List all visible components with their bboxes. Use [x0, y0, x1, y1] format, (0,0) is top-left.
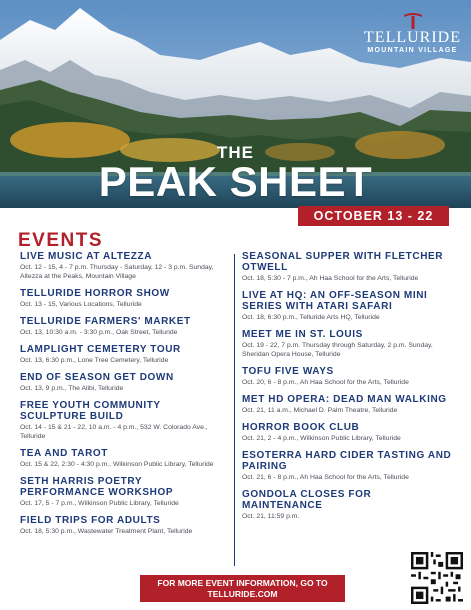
event-title: LIVE MUSIC AT ALTEZZA	[20, 251, 153, 262]
date-range-badge: OCTOBER 13 - 22	[298, 206, 449, 226]
column-divider	[234, 254, 235, 566]
event-item	[20, 372, 230, 393]
event-title: FIELD TRIPS FOR ADULTS	[20, 515, 161, 526]
event-item	[242, 290, 454, 322]
event-details: Oct. 20, 6 - 8 p.m., Ah Haa School for the Arts, Telluride	[242, 379, 409, 386]
brand-name: TELLURIDE	[364, 29, 461, 46]
event-details: Oct. 13, 6:30 p.m., Lone Tree Cemetery, Telluride	[20, 357, 169, 364]
event-item	[242, 366, 454, 387]
event-details: Oct. 18, 6:30 p.m., Telluride Arts HQ, Telluride	[242, 314, 380, 321]
event-details: Oct. 14 - 15 & 21 - 22, 10 a.m. - 4 p.m., 532 W. Colorado Ave., Telluride	[20, 424, 208, 440]
event-details: Oct. 21, 11:59 p.m.	[242, 513, 300, 520]
event-item	[242, 394, 454, 415]
footer-info-link[interactable]	[140, 575, 345, 602]
event-item	[20, 400, 230, 441]
event-item	[20, 448, 230, 469]
event-details: Oct. 15 & 22, 2:30 - 4:30 p.m., Wilkinson Public Library, Telluride	[20, 461, 214, 468]
event-details: Oct. 13, 9 p.m., The Alibi, Telluride	[20, 385, 124, 392]
event-details: Oct. 18, 5:30 p.m., Wastewater Treatment Plant, Telluride	[20, 528, 193, 535]
events-column-left	[20, 251, 230, 543]
brand-sub: MOUNTAIN VILLAGE	[367, 47, 458, 54]
event-title: HORROR BOOK CLUB	[242, 422, 360, 433]
event-title: LIVE AT HQ: AN OFF-SEASON MINI SERIES WITH ATARI SAFARI	[242, 290, 428, 312]
event-title: TEA AND TAROT	[20, 448, 108, 459]
event-title: ESOTERRA HARD CIDER TASTING AND PAIRING	[242, 450, 452, 472]
event-item	[20, 316, 230, 337]
event-item	[20, 515, 230, 536]
event-details: Oct. 18, 5:30 - 7 p.m., Ah Haa School for the Arts, Telluride	[242, 275, 419, 282]
event-item	[20, 251, 230, 281]
event-title: TOFU FIVE WAYS	[242, 366, 334, 377]
event-item	[242, 450, 454, 482]
event-title: GONDOLA CLOSES FOR MAINTENANCE	[242, 489, 372, 511]
page-title: PEAK SHEET	[98, 158, 373, 205]
event-title: FREE YOUTH COMMUNITY SCULPTURE BUILD	[20, 400, 161, 422]
event-item	[20, 344, 230, 365]
event-item	[20, 476, 230, 508]
event-details: Oct. 17, 5 - 7 p.m., Wilkinson Public Library, Telluride	[20, 500, 179, 507]
event-details: Oct. 21, 6 - 8 p.m., Ah Haa School for the Arts, Telluride	[242, 474, 409, 481]
events-heading: EVENTS	[18, 230, 104, 251]
event-details: Oct. 21, 11 a.m., Michael D. Palm Theatre, Telluride	[242, 407, 398, 414]
event-title: SEASONAL SUPPER WITH FLETCHER OTWELL	[242, 251, 444, 273]
event-item	[20, 288, 230, 309]
event-title: END OF SEASON GET DOWN	[20, 372, 174, 383]
event-title: TELLURIDE FARMERS' MARKET	[20, 316, 191, 327]
event-item	[242, 251, 454, 283]
event-title: MET HD OPERA: DEAD MAN WALKING	[242, 394, 447, 405]
event-item	[242, 422, 454, 443]
brand-logo	[364, 12, 461, 54]
event-title: MEET ME IN ST. LOUIS	[242, 329, 363, 340]
telluride-t-icon	[402, 12, 424, 30]
event-title: TELLURIDE HORROR SHOW	[20, 288, 170, 299]
event-details: Oct. 19 - 22, 7 p.m. Thursday through Saturday, 2 p.m. Sunday, Sheridan Opera House, Telluride	[242, 342, 433, 358]
event-details: Oct. 21, 2 - 4 p.m., Wilkinson Public Library, Telluride	[242, 435, 401, 442]
event-item	[242, 329, 454, 359]
qr-code-icon[interactable]	[411, 552, 463, 604]
footer-line-1: FOR MORE EVENT INFORMATION, GO TO	[157, 578, 328, 588]
title-small: THE	[217, 143, 254, 162]
event-title: SETH HARRIS POETRY PERFORMANCE WORKSHOP	[20, 476, 174, 498]
event-details: Oct. 13, 10:30 a.m. - 3:30 p.m., Oak Street, Telluride	[20, 329, 178, 336]
event-title: LAMPLIGHT CEMETERY TOUR	[20, 344, 181, 355]
footer-url[interactable]: TELLURIDE.COM	[207, 588, 278, 599]
event-details: Oct. 13 - 15, Various Locations, Telluride	[20, 301, 142, 308]
events-column-right	[242, 251, 454, 528]
event-details: Oct. 12 - 15, 4 - 7 p.m. Thursday - Saturday, 12 - 3 p.m. Sunday, Altezza at the Peaks, Mountain Village	[20, 264, 214, 280]
event-item	[242, 489, 454, 521]
